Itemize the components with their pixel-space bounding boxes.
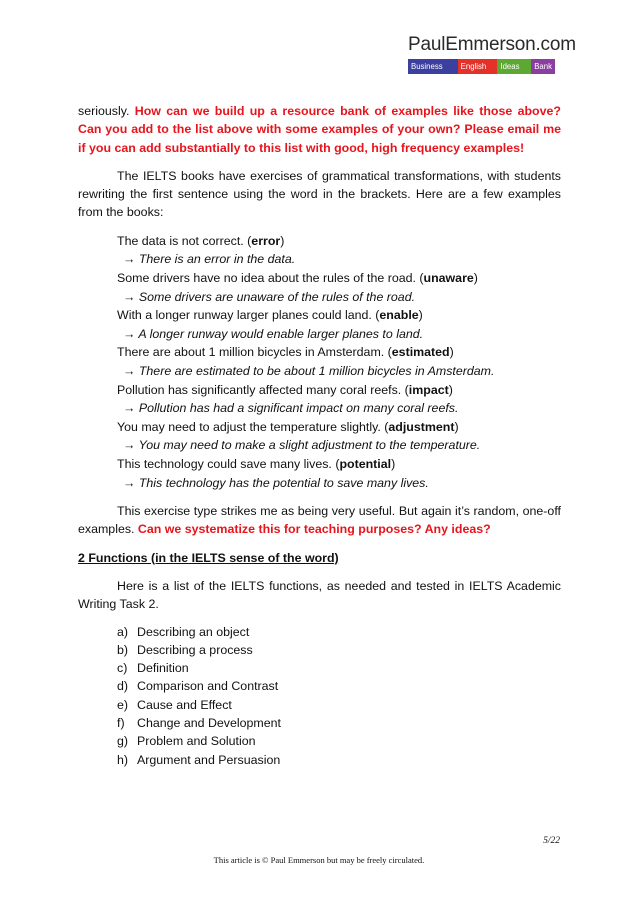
example-sentence	[117, 455, 561, 474]
example-rewrite: There are estimated to be about 1 million bicycles in Amsterdam.	[138, 363, 495, 378]
list-item-text: Change and Development	[137, 716, 281, 731]
example-keyword: impact	[408, 382, 449, 397]
highlighted-question: Can we systematize this for teaching purposes? Any ideas?	[137, 522, 491, 537]
example-original: Some drivers have no idea about the rules of the road. (	[117, 270, 424, 285]
list-letter: a)	[117, 624, 129, 639]
example-original: With a longer runway larger planes could land. (	[117, 308, 380, 323]
arrow-icon: →	[123, 363, 136, 378]
arrow-icon: →	[123, 438, 136, 453]
list-letter: c)	[117, 661, 128, 676]
list-letter: g)	[117, 734, 129, 749]
closing-bracket: )	[449, 345, 454, 360]
example-rewrite: This technology has the potential to save many lives.	[138, 475, 429, 490]
example-keyword: potential	[339, 456, 392, 471]
example-original: You may need to adjust the temperature slightly. (	[117, 419, 389, 434]
example-rewrite: Pollution has had a significant impact on many coral reefs.	[138, 401, 459, 416]
copyright-note: This article is © Paul Emmerson but may be freely circulated.	[213, 855, 425, 865]
example-answer	[117, 325, 561, 344]
list-item	[117, 677, 561, 695]
section-heading: 2 Functions (in the IELTS sense of the word)	[78, 550, 339, 565]
example-keyword: enable	[379, 308, 419, 323]
arrow-icon: →	[123, 289, 136, 304]
logo-segment-business: Business	[408, 59, 458, 74]
example-answer	[117, 436, 561, 455]
paragraph-functions-intro: Here is a list of the IELTS functions, as needed and tested in IELTS Academic Writing Task 2.	[78, 578, 561, 612]
closing-bracket: )	[418, 308, 423, 323]
example-sentence	[117, 343, 561, 362]
list-item	[117, 714, 561, 732]
list-letter: b)	[117, 642, 129, 657]
list-item	[117, 623, 561, 641]
example-answer	[117, 474, 561, 493]
highlighted-request: How can we build up a resource bank of examples like those above? Can you add to the list above with some examples of your own? Please email me if you can add substantially to this list with good, high frequency examples!	[78, 104, 561, 155]
paragraph-text: seriously.	[78, 104, 135, 118]
list-item-text: Describing a process	[137, 642, 253, 657]
closing-bracket: )	[448, 382, 453, 397]
list-letter: d)	[117, 679, 129, 694]
paragraph-text: This exercise type strikes me as being very useful. But again it’s random, one-off examples.	[78, 504, 561, 537]
arrow-icon: →	[123, 326, 136, 341]
list-item	[117, 732, 561, 750]
examples-list	[78, 232, 561, 492]
example-sentence	[117, 306, 561, 325]
example-sentence	[117, 381, 561, 400]
example-original: This technology could save many lives. (	[117, 456, 340, 471]
list-item-text: Argument and Persuasion	[137, 752, 281, 767]
paragraph-systematize	[78, 502, 561, 539]
example-keyword: estimated	[391, 345, 450, 360]
arrow-icon: →	[123, 475, 136, 490]
closing-bracket: )	[280, 233, 285, 248]
list-item	[117, 641, 561, 659]
logo-tagline-bar	[408, 59, 555, 74]
arrow-icon: →	[123, 401, 136, 416]
logo-segment-ideas: Ideas	[497, 59, 531, 74]
example-original: The data is not correct. (	[117, 233, 252, 248]
page-number: 5/22	[543, 836, 560, 846]
paragraph-transformations-intro: The IELTS books have exercises of grammatical transformations, with students rewriting the first sentence using the word in the brackets. Here are a few examples from the books:	[78, 168, 561, 220]
site-logo	[408, 34, 576, 74]
functions-list	[78, 623, 561, 769]
article-body	[78, 102, 561, 769]
example-answer	[117, 399, 561, 418]
logo-segment-english: English	[458, 59, 498, 74]
example-original: There are about 1 million bicycles in Amsterdam. (	[117, 345, 392, 360]
closing-bracket: )	[391, 456, 396, 471]
example-keyword: adjustment	[388, 419, 455, 434]
list-letter: e)	[117, 697, 129, 712]
example-keyword: error	[251, 233, 281, 248]
example-answer	[117, 362, 561, 381]
example-answer	[117, 250, 561, 269]
list-item-text: Describing an object	[137, 624, 250, 639]
logo-segment-bank: Bank	[531, 59, 555, 74]
example-rewrite: There is an error in the data.	[138, 252, 296, 267]
example-rewrite: A longer runway would enable larger planes to land.	[138, 326, 424, 341]
example-rewrite: Some drivers are unaware of the rules of the road.	[138, 289, 416, 304]
example-sentence	[117, 232, 561, 251]
list-item-text: Cause and Effect	[137, 697, 232, 712]
closing-bracket: )	[473, 270, 478, 285]
example-sentence	[117, 418, 561, 437]
list-item	[117, 696, 561, 714]
example-keyword: unaware	[423, 270, 474, 285]
arrow-icon: →	[123, 252, 136, 267]
list-item-text: Definition	[137, 661, 189, 676]
closing-bracket: )	[454, 419, 459, 434]
example-rewrite: You may need to make a slight adjustment to the temperature.	[138, 438, 481, 453]
logo-title: PaulEmmerson.com	[408, 34, 576, 55]
list-item-text: Comparison and Contrast	[137, 679, 279, 694]
example-answer	[117, 288, 561, 307]
list-letter: f)	[117, 716, 125, 731]
list-item	[117, 659, 561, 677]
example-original: Pollution has significantly affected many coral reefs. (	[117, 382, 409, 397]
example-sentence	[117, 269, 561, 288]
list-item	[117, 751, 561, 769]
list-item-text: Problem and Solution	[137, 734, 256, 749]
list-letter: h)	[117, 752, 129, 767]
paragraph-call-for-examples	[78, 102, 561, 157]
